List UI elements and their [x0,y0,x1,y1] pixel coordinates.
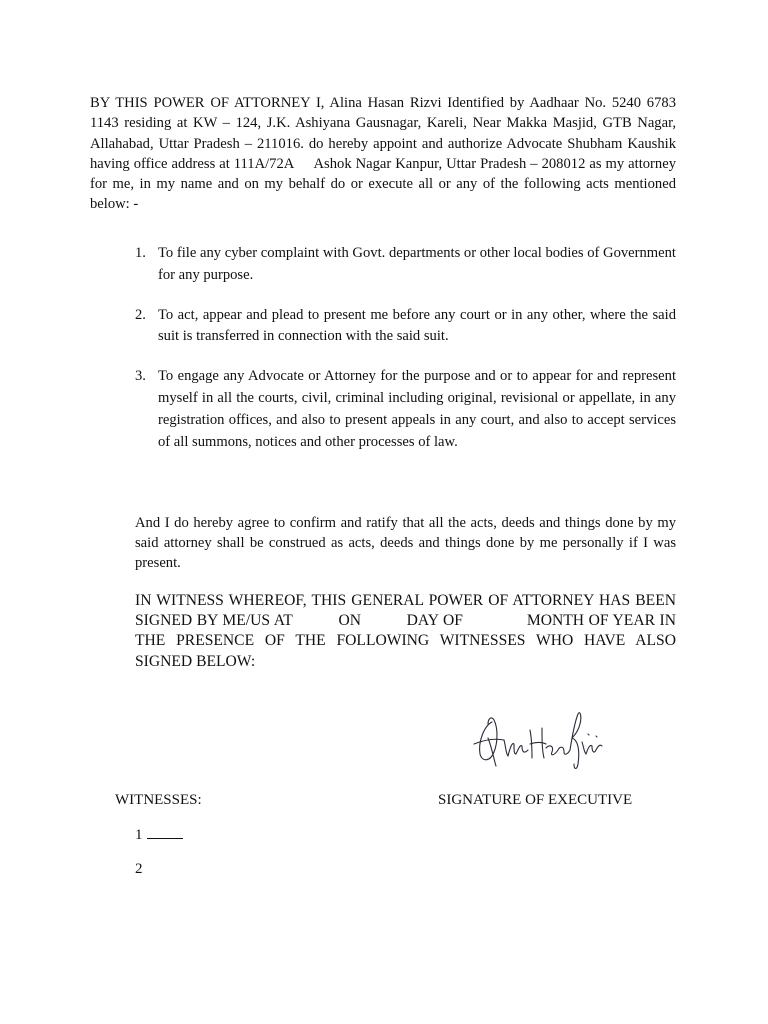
act-number: 1. [135,245,146,261]
act-item-3 [135,366,676,453]
act-number: 2. [135,306,146,323]
executive-signature-label: SIGNATURE OF EXECUTIVE [438,792,633,808]
signature-image [470,708,610,774]
witness-line-1 [135,824,183,844]
act-number: 3. [135,368,146,385]
act-text: To file any cyber complaint with Govt. departments or other local bodies of Government for any purpose. [158,245,676,283]
act-text: To engage any Advocate or Attorney for the purpose and or to appear for and represent myself in all the courts, civil, criminal including original, revisional or appellate, in any registration offices, and also to present appeals in any court, and also to accept services of all summons, notices and other processes of law. [158,368,676,450]
acts-list [135,243,676,453]
witness-clause: IN WITNESS WHEREOF, THIS GENERAL POWER OF ATTORNEY HAS BEEN SIGNED BY ME/US AT ON DAY OF MONTH OF YEAR IN THE PRESENCE OF THE FOLLOWING WITNESSES WHO HAVE ALSO SIGNED BELOW: [135,592,676,670]
witness-signature-blank [147,824,183,839]
act-text: To act, appear and plead to present me before any court or in any other, where the said suit is transferred in connection with the said suit. [158,306,676,345]
witness-number: 1 [135,827,143,843]
act-item-1 [135,243,676,287]
intro-paragraph: BY THIS POWER OF ATTORNEY I, Alina Hasan Rizvi Identified by Aadhaar No. 5240 6783 1143 residing at KW – 124, J.K. Ashiyana Gausnagar, Kareli, Near Makka Masjid, GTB Nagar, Allahabad, Uttar Pradesh – 211016. do hereby appoint and authorize Advocate Shubham Kaushik having office address at 111A/72A Ashok Nagar Kanpur, Uttar Pradesh – 208012 as my attorney for me, in my name and on my behalf do or execute all or any of the following acts mentioned below: - [90,95,676,213]
witness-number: 2 [135,861,143,877]
witness-line-2 [135,861,143,878]
witnesses-label: WITNESSES: [115,792,202,808]
act-item-2 [135,305,676,349]
signature-drawing [470,708,610,774]
ratify-paragraph: And I do hereby agree to confirm and ratify that all the acts, deeds and things done by my said attorney shall be construed as acts, deeds and things done by me personally if I was present. [135,515,676,571]
